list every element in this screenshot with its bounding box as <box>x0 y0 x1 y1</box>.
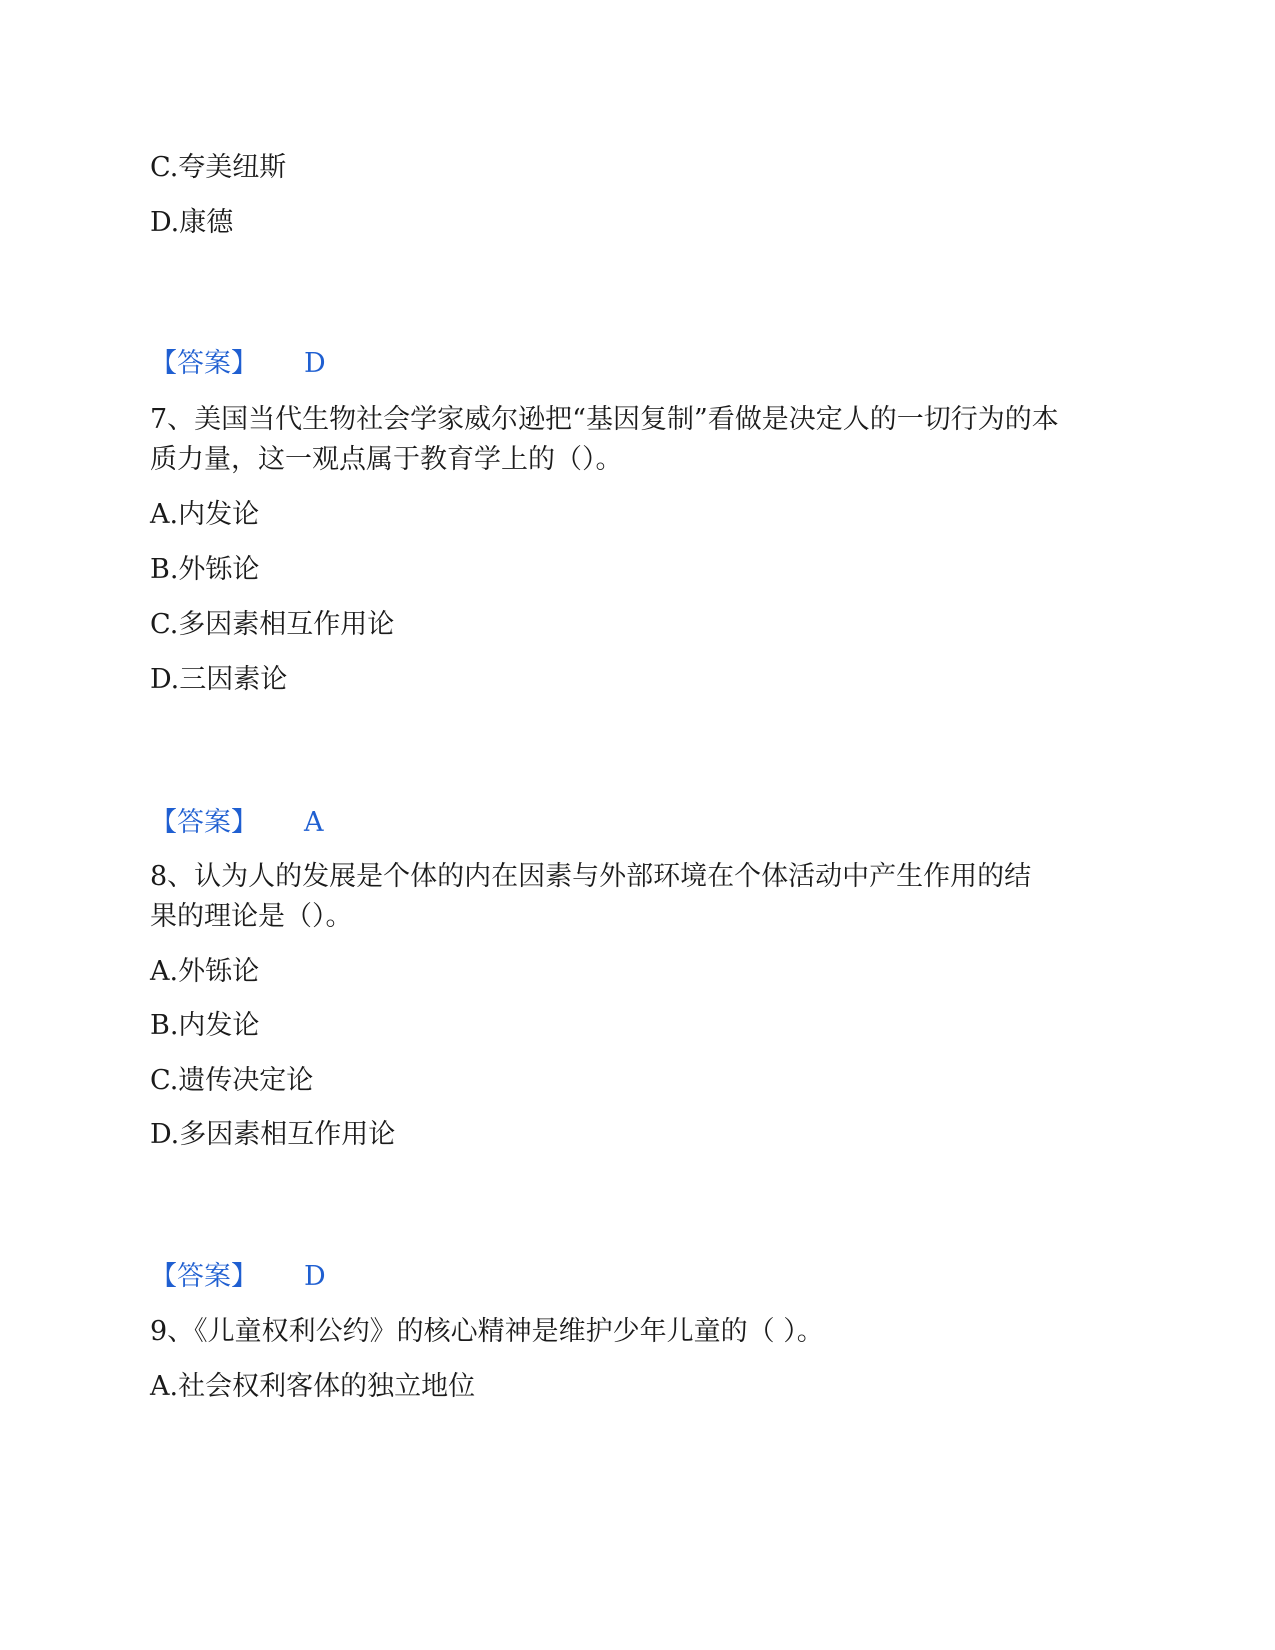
q6-answer <box>150 346 326 382</box>
q9-stem-line-1: 9、《儿童权利公约》的核心精神是维护少年儿童的（ ）。 <box>150 1316 824 1347</box>
answer-label: 【答案】 <box>150 807 258 838</box>
q6-option-c: C.夸美纽斯 <box>150 152 287 183</box>
q6-option-d: D.康德 <box>150 207 234 238</box>
q7-option-b: B.外铄论 <box>150 554 260 585</box>
q8-stem-line-2: 果的理论是（）。 <box>150 901 353 932</box>
answer-label: 【答案】 <box>150 1261 258 1292</box>
answer-value: D <box>304 348 326 379</box>
q8-option-b: B.内发论 <box>150 1010 260 1041</box>
q7-option-c: C.多因素相互作用论 <box>150 609 395 640</box>
q8-stem-line-1: 8、认为人的发展是个体的内在因素与外部环境在个体活动中产生作用的结 <box>150 861 1032 892</box>
q7-answer <box>150 805 324 841</box>
q7-stem-line-2: 质力量，这一观点属于教育学上的（）。 <box>150 444 623 475</box>
q7-option-d: D.三因素论 <box>150 664 288 695</box>
q8-option-a: A.外铄论 <box>150 956 260 987</box>
answer-value: D <box>304 1261 326 1292</box>
answer-label: 【答案】 <box>150 348 258 379</box>
q9-option-a: A.社会权利客体的独立地位 <box>150 1371 476 1402</box>
q8-option-d: D.多因素相互作用论 <box>150 1119 396 1150</box>
q8-answer <box>150 1259 326 1295</box>
answer-value: A <box>304 807 324 838</box>
q8-option-c: C.遗传决定论 <box>150 1065 314 1096</box>
q7-option-a: A.内发论 <box>150 499 260 530</box>
q7-stem-line-1: 7、美国当代生物社会学家威尔逊把“基因复制”看做是决定人的一切行为的本 <box>150 404 1059 435</box>
